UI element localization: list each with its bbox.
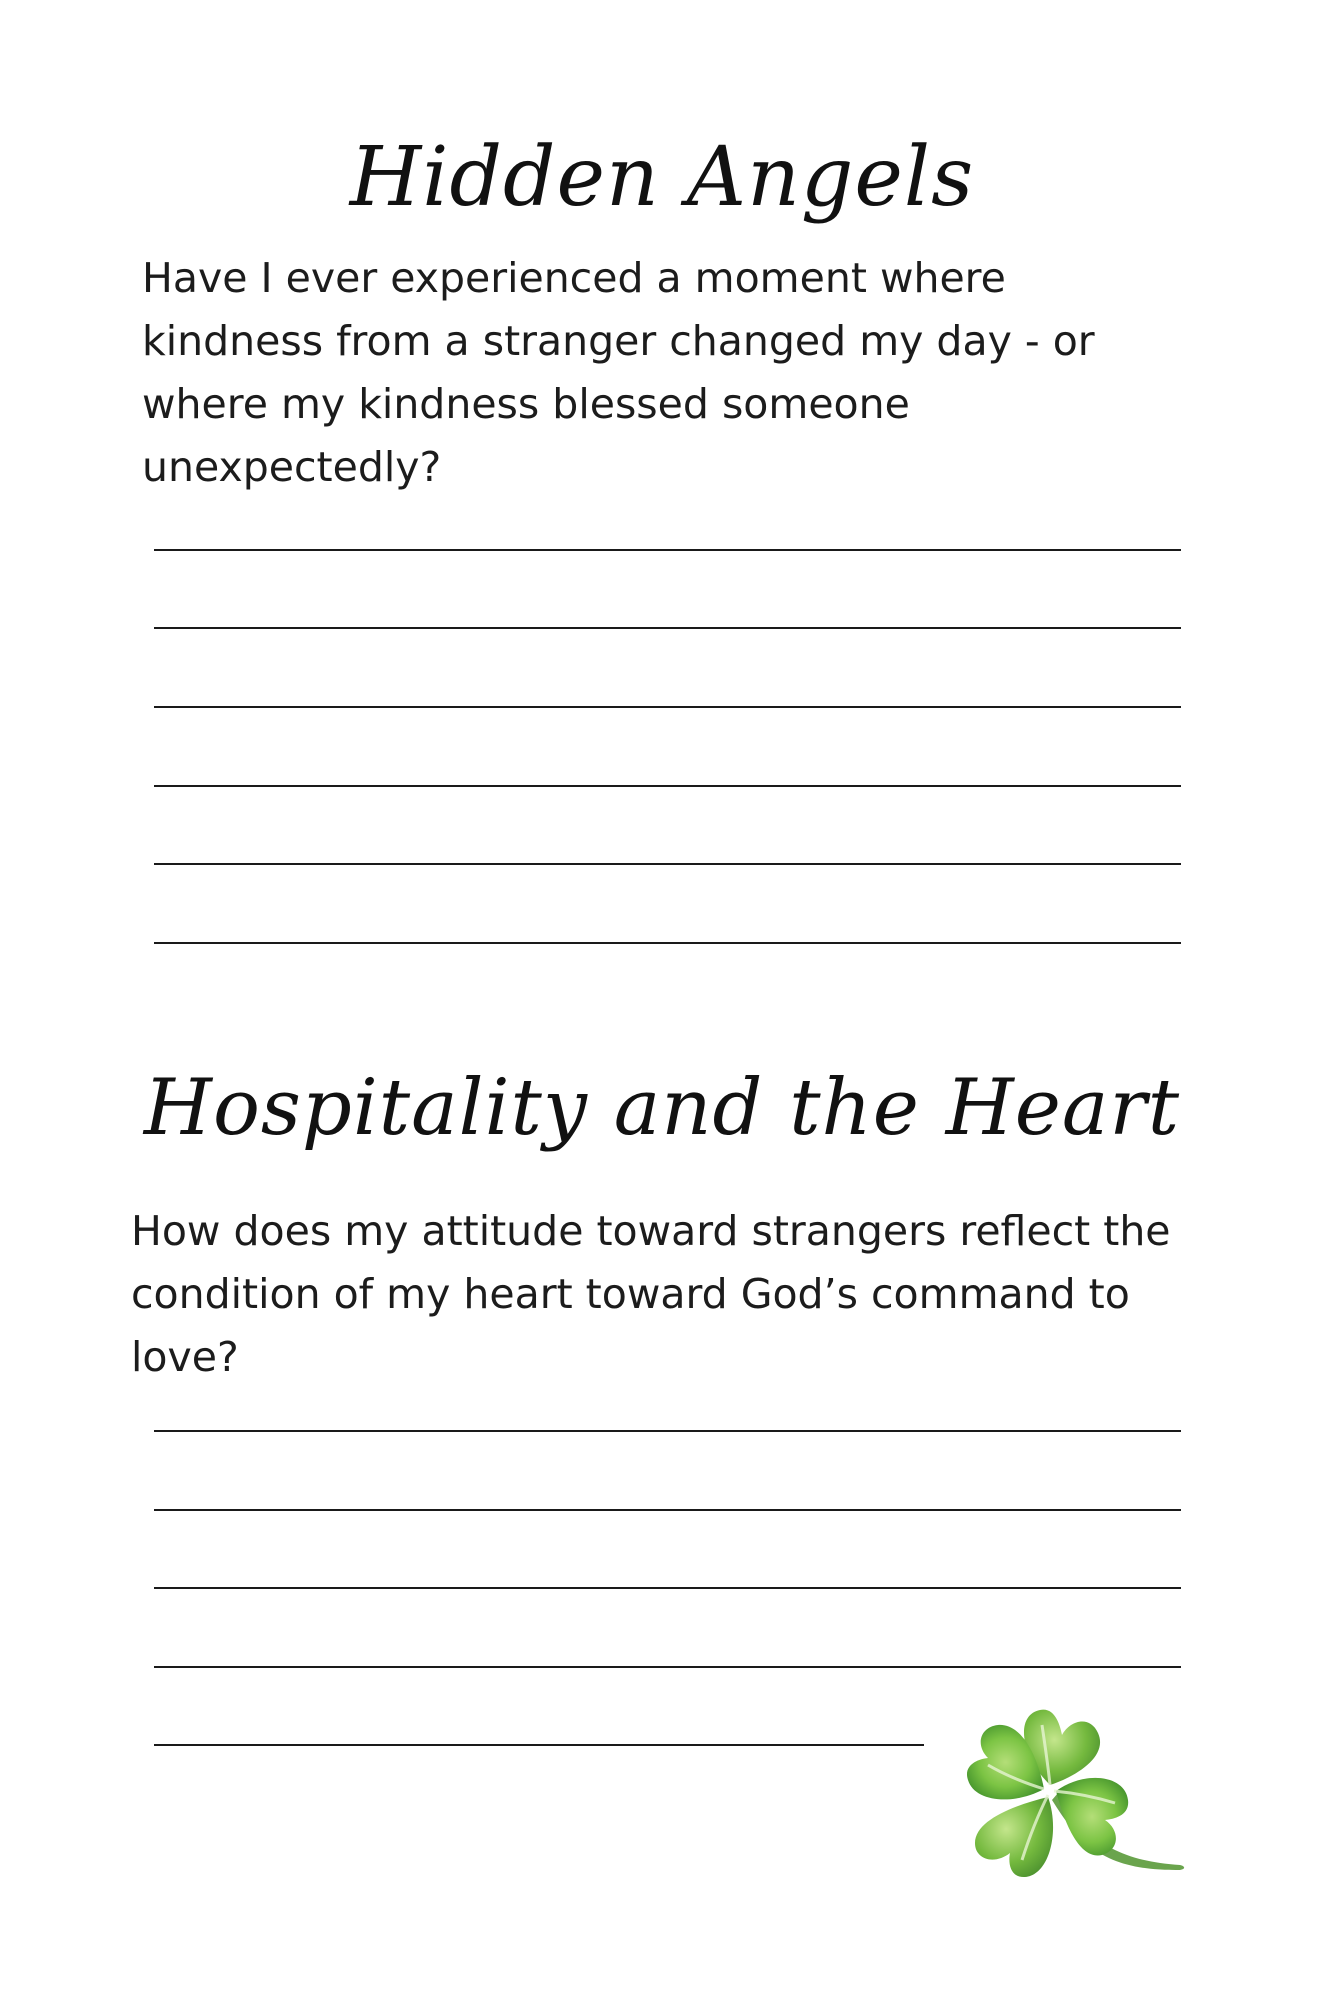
writing-line[interactable] (154, 1587, 1181, 1589)
section-title-hidden-angels: Hidden Angels (349, 130, 975, 225)
journal-prompt-1: Have I ever experienced a moment where kindness from a stranger changed my day - or where my kindness blessed someone unexpectedly? (142, 254, 1095, 491)
writing-line[interactable] (154, 1430, 1181, 1432)
writing-line[interactable] (154, 627, 1181, 629)
writing-line[interactable] (154, 706, 1181, 708)
journal-prompt-2: How does my attitude toward strangers reflect the condition of my heart toward God’s command to love? (131, 1207, 1171, 1381)
four-leaf-clover-icon (930, 1685, 1190, 1900)
section-title-hospitality-and-the-heart: Hospitality and the Heart (143, 1063, 1181, 1153)
writing-line[interactable] (154, 549, 1181, 551)
writing-line[interactable] (154, 785, 1181, 787)
writing-line[interactable] (154, 1666, 1181, 1668)
clover-leaf-right (1056, 1778, 1128, 1856)
writing-line[interactable] (154, 1744, 924, 1746)
writing-line[interactable] (154, 1509, 1181, 1511)
writing-line[interactable] (154, 942, 1181, 944)
writing-line[interactable] (154, 863, 1181, 865)
